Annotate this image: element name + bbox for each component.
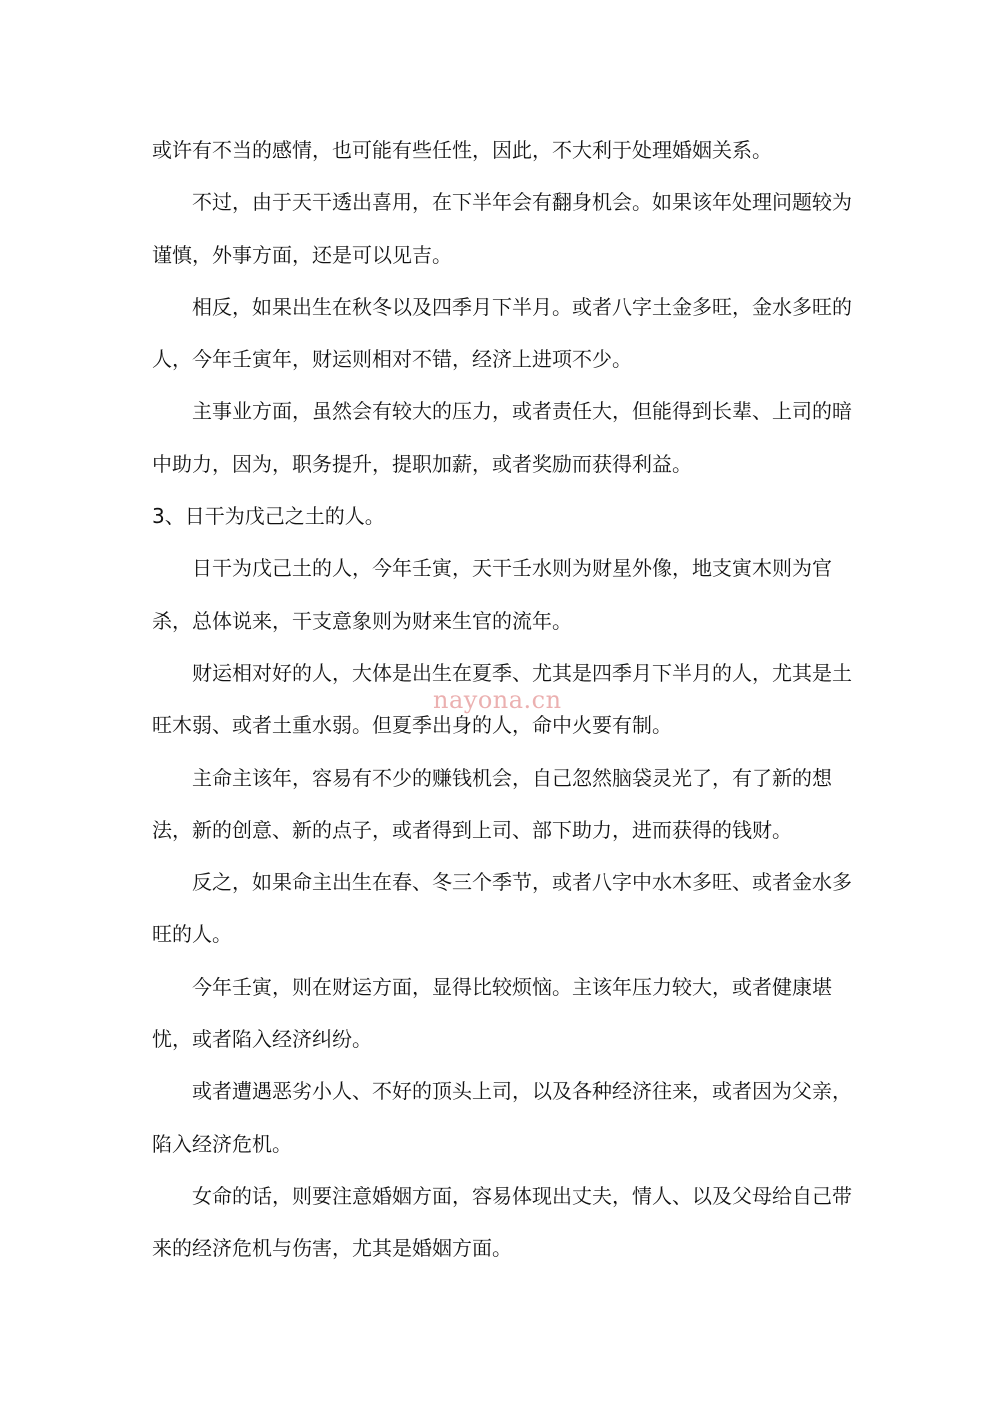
paragraph-3: 相反，如果出生在秋冬以及四季月下半月。或者八字土金多旺，金水多旺的人，今年壬寅年，财运则相对不错，经济上进项不少。 [152,294,852,372]
paragraph-11: 女命的话，则要注意婚姻方面，容易体现出丈夫，情人、以及父母给自己带来的经济危机与伤害，尤其是婚姻方面。 [152,1183,852,1261]
watermark: nayona.cn [433,686,562,714]
paragraph-2: 不过，由于天干透出喜用，在下半年会有翻身机会。如果该年处理问题较为谨慎，外事方面，还是可以见吉。 [152,190,852,267]
paragraph-1: 或许有不当的感情，也可能有些任性，因此，不大利于处理婚姻关系。 [152,138,772,162]
paragraph-4: 主事业方面，虽然会有较大的压力，或者责任大，但能得到长辈、上司的暗中助力，因为，职务提升，提职加薪，或者奖励而获得利益。 [152,399,852,476]
paragraph-10: 或者遭遇恶劣小人、不好的顶头上司，以及各种经济往来，或者因为父亲，陷入经济危机。 [152,1079,852,1156]
paragraph-9: 今年壬寅，则在财运方面，显得比较烦恼。主该年压力较大，或者健康堪忧，或者陷入经济纠纷。 [152,974,832,1052]
paragraph-7: 主命主该年，容易有不少的赚钱机会，自己忽然脑袋灵光了，有了新的想法，新的创意、新的点子，或者得到上司、部下助力，进而获得的钱财。 [152,765,832,842]
section-heading: 3、日干为戊己之土的人。 [152,504,385,529]
paragraph-5: 日干为戊己土的人，今年壬寅，天干壬水则为财星外像，地支寅木则为官杀，总体说来，干支意象则为财来生官的流年。 [152,556,832,633]
paragraph-6: 财运相对好的人，大体是出生在夏季、尤其是四季月下半月的人，尤其是土旺木弱、或者土重水弱。但夏季出身的人，命中火要有制。 [152,660,852,738]
paragraph-8: 反之，如果命主出生在春、冬三个季节，或者八字中水木多旺、或者金水多旺的人。 [152,870,852,947]
